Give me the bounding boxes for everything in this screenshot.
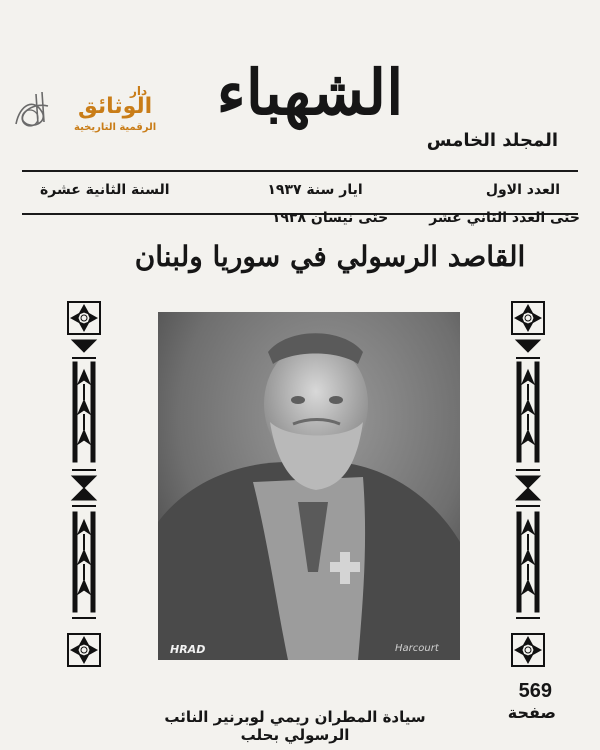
page-word: صفحة [507, 703, 556, 722]
magazine-title: الشهباء [216, 56, 404, 129]
photo-credit-right: Harcourt [395, 643, 439, 654]
date-start-label: ايار سنة ١٩٣٧ [267, 182, 363, 198]
watermark-line-1: دار [130, 84, 148, 98]
headline: القاصد الرسولي في سوريا ولبنان [134, 240, 526, 273]
ornamental-border-right [510, 300, 546, 670]
date-end-label: حتى نيسان ١٩٣٨ [271, 210, 389, 226]
header-divider-top [22, 170, 578, 172]
watermark-line-2: الوثائق [78, 94, 153, 119]
watermark-line-3: الرقمية التاريخية [74, 122, 157, 133]
photo-caption: سيادة المطران ريمي لوبرنير النائب الرسولي بحلب [164, 708, 426, 744]
portrait-photo [158, 312, 460, 660]
volume-label: المجلد الخامس [426, 130, 558, 151]
page-number: 569 [518, 680, 552, 702]
tughra-icon [8, 84, 68, 144]
photo-credit-left: HRAD [170, 643, 206, 656]
issue-start-label: العدد الاول [485, 182, 560, 198]
year-label: السنة الثانية عشرة [40, 182, 170, 198]
issue-end-label: حتى العدد الثاني عشر [429, 210, 580, 226]
ornamental-border-left [66, 300, 102, 670]
